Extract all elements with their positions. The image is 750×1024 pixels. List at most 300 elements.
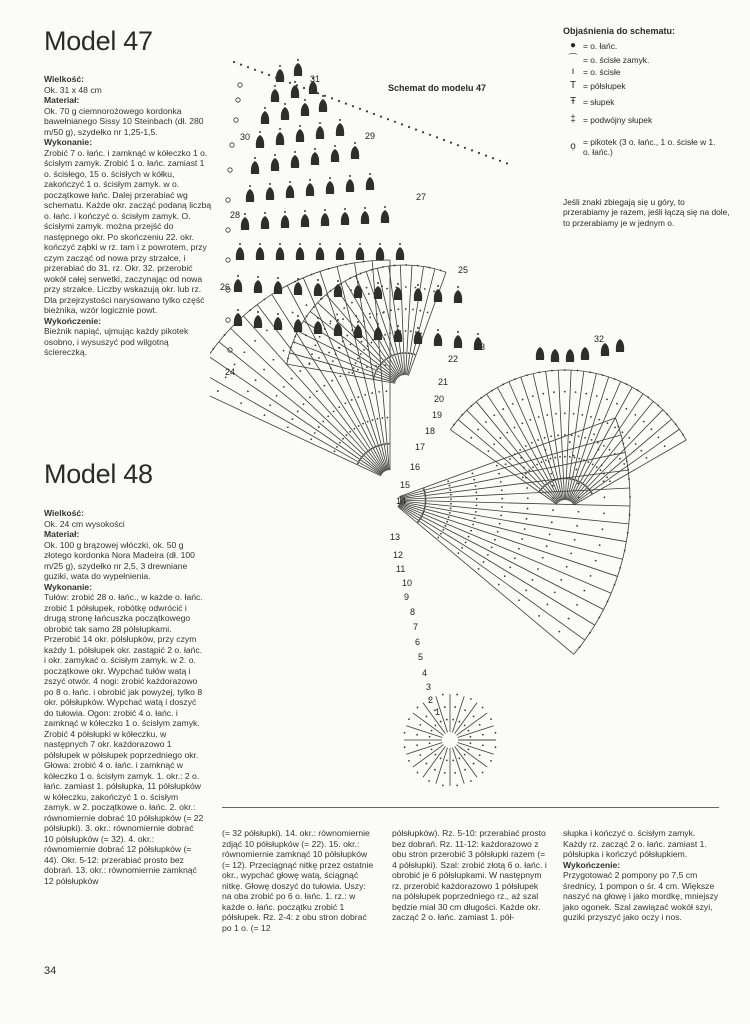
upper-left-fan-chain-dot [405,264,407,266]
right-fan-chain-dot [597,442,599,444]
upper-left-fan-chain-dot [396,286,398,288]
lower-fan-chain-dot [509,566,511,568]
bell-stitch [351,146,359,159]
upper-left-fan-chain-dot [357,358,359,360]
left-fan-chain-dot [385,443,387,445]
bell-stitch [236,247,244,260]
upper-left-fan-chain-dot [401,352,403,354]
picot [234,118,238,122]
right-fan-chain-dot [542,393,544,395]
lower-fan-chain-dot [475,485,477,487]
lower-fan-chain-dot [450,503,452,505]
bell-chain-dot [334,145,336,147]
upper-left-fan-chain-dot [294,336,296,338]
center-motif-chain-dot [482,772,484,774]
picot [238,83,242,87]
upper-left-fan-spoke [408,272,446,375]
center-motif-chain-dot [428,780,430,782]
left-fan-chain-dot [357,396,359,398]
lower-fan-chain-dot [483,561,485,563]
bell-chain-dot [477,333,479,335]
lower-fan-chain-dot [532,579,534,581]
bell-chain-dot [317,279,319,281]
lower-fan-chain-dot [465,541,467,543]
right-fan-chain-dot [539,490,541,492]
bell-stitch [356,247,364,260]
lower-fan-chain-dot [446,521,448,523]
right-fan-chain-dot [602,374,604,376]
bell-chain-dot [277,277,279,279]
bell-stitch [291,85,299,98]
left-fan-chain-dot [357,369,359,371]
right-fan-chain-dot [537,439,539,441]
lower-fan-chain-dot [618,426,620,428]
upper-left-fan-chain-dot [375,371,377,373]
upper-left-fan-chain-dot [386,288,388,290]
center-motif-chain-dot [464,709,466,711]
center-motif-chain-dot [434,769,436,771]
right-fan-spoke [546,371,564,500]
upper-left-fan-chain-dot [355,362,357,364]
lower-fan-chain-dot [524,528,526,530]
right-fan-chain-dot [543,486,545,488]
lower-fan-chain-dot [449,485,451,487]
left-fan-chain-dot [314,432,316,434]
upper-left-fan-chain-dot [410,330,412,332]
bell-stitch [254,315,262,328]
right-fan-spoke [568,377,609,501]
right-fan-chain-dot [606,476,608,478]
model-48-material-label: Materiał: [44,529,80,539]
bell-chain-dot [417,284,419,286]
bell-chain-dot [277,313,279,315]
left-fan-chain-dot [384,364,386,366]
right-fan-chain-dot [587,487,589,489]
right-fan-chain-dot [564,477,566,479]
model-47-material-label: Materiał: [44,95,80,105]
lower-fan-chain-dot [526,518,528,520]
upper-left-fan-chain-dot [374,374,376,376]
lower-fan-spoke [400,501,629,524]
lower-fan-chain-dot [576,604,578,606]
bell-stitch [271,158,279,171]
bell-chain-dot [304,210,306,212]
row-number-label: 7 [413,622,419,632]
upper-left-fan-chain-dot [376,313,378,315]
bell-stitch [254,280,262,293]
bell-stitch [361,211,369,224]
left-fan-chain-dot [234,364,236,366]
upper-left-fan-chain-dot [394,331,396,333]
bell-chain-dot [319,122,321,124]
center-motif-spoke [452,748,464,784]
left-fan-chain-dot [381,286,383,288]
outline-dot [303,87,305,89]
upper-left-fan-chain-dot [417,265,419,267]
outline-dot [345,103,347,105]
left-fan-chain-dot [388,443,390,445]
bell-chain-dot [339,119,341,121]
right-fan-chain-dot [564,412,566,414]
lower-fan-chain-dot [501,489,503,491]
left-fan-chain-dot [350,343,352,345]
upper-left-fan-chain-dot [389,332,391,334]
row-number-label: 15 [400,480,411,490]
upper-left-fan-edge [287,265,446,364]
upper-left-fan-spoke [335,287,399,376]
bell-chain-dot [339,243,341,245]
upper-left-fan-chain-dot [412,309,414,311]
upper-left-fan-chain-dot [408,352,410,354]
bell-chain-dot [349,175,351,177]
lower-fan-chain-dot [494,539,496,541]
upper-left-fan-chain-dot [342,341,344,343]
bell-chain-dot [294,81,296,83]
left-fan-chain-dot [293,342,295,344]
right-fan-chain-dot [583,459,585,461]
right-fan-chain-dot [598,419,600,421]
lower-fan-chain-dot [573,455,575,457]
right-fan-chain-dot [596,466,598,468]
left-fan-chain-dot [263,369,265,371]
right-fan-spoke [558,370,564,500]
bell-stitch [566,349,574,362]
left-fan-chain-dot [328,268,330,270]
legend-text: = podwójny słupek [583,114,653,125]
bell-stitch [241,217,249,230]
left-fan-chain-dot [379,444,381,446]
bell-stitch [331,149,339,162]
left-fan-chain-dot [336,446,338,448]
right-fan-chain-dot [570,478,572,480]
lower-fan-chain-dot [472,473,474,475]
center-motif-chain-dot [440,721,442,723]
center-motif-chain-dot [454,706,456,708]
left-fan-chain-dot [335,293,337,295]
bell-chain-dot [309,179,311,181]
left-fan-chain-dot [327,415,329,417]
lower-fan-chain-dot [614,584,616,586]
right-fan-chain-dot [616,403,618,405]
lower-fan-chain-dot [419,519,421,521]
upper-left-fan-chain-dot [336,313,338,315]
upper-left-fan-chain-dot [395,353,397,355]
lower-fan-chain-dot [579,646,581,648]
left-fan-chain-dot [371,448,373,450]
section-divider [222,807,719,808]
right-fan-chain-dot [506,432,508,434]
center-motif-chain-dot [417,772,419,774]
right-fan-chain-dot [609,480,611,482]
lower-fan-chain-dot [478,568,480,570]
bell-stitch [336,247,344,260]
left-fan-chain-dot [299,370,301,372]
left-fan-chain-dot [291,378,293,380]
picot [226,318,230,322]
lower-fan-chain-dot [603,480,605,482]
lower-fan-chain-dot [577,483,579,485]
left-fan-chain-dot [334,450,336,452]
row-number-label: 26 [220,282,231,292]
bell-chain-dot [284,211,286,213]
lower-fan-chain-dot [546,604,548,606]
center-motif-chain-dot [473,763,475,765]
lower-fan-chain-dot [593,433,595,435]
left-fan-chain-dot [362,423,364,425]
lower-fan-chain-dot [629,496,631,498]
right-fan-chain-dot [525,445,527,447]
right-fan-chain-dot [584,437,586,439]
center-motif-chain-dot [456,785,458,787]
left-fan-chain-dot [329,323,331,325]
right-fan-chain-dot [505,463,507,465]
right-fan-chain-dot [555,479,557,481]
bell-chain-dot [322,95,324,97]
bell-chain-dot [364,207,366,209]
lower-fan-chain-dot [476,504,478,506]
right-fan-chain-dot [647,397,649,399]
bell-stitch [341,212,349,225]
lower-fan-chain-dot [554,591,556,593]
row-number-label: 14 [396,496,407,506]
left-fan-chain-dot [294,281,296,283]
right-fan-chain-dot [485,421,487,423]
center-motif-chain-dot [470,780,472,782]
left-fan-chain-dot [264,414,266,416]
bell-stitch [616,339,624,352]
right-fan-chain-dot [545,484,547,486]
lower-fan-chain-dot [468,536,470,538]
center-motif-chain-dot [442,694,444,696]
lower-fan-chain-dot [475,511,477,513]
lower-fan-chain-dot [583,590,585,592]
left-fan-chain-dot [387,417,389,419]
lower-fan-spoke [400,502,627,542]
model-48-col4 [563,828,721,923]
right-fan-chain-dot [514,427,516,429]
center-motif-chain-dot [416,744,418,746]
lower-fan-chain-dot [549,533,551,535]
upper-left-fan-chain-dot [324,328,326,330]
lower-fan-chain-dot [570,553,572,555]
bell-stitch [281,107,289,120]
bell-stitch [276,247,284,260]
right-fan-chain-dot [532,395,534,397]
left-fan-chain-dot [283,350,285,352]
right-fan-chain-dot [575,479,577,481]
legend-symbol: ‡ [570,113,576,125]
left-fan-chain-dot [346,434,348,436]
left-fan-chain-dot [367,421,369,423]
lower-fan-spoke [400,500,630,506]
left-fan-chain-dot [247,390,249,392]
model-47-material: Ok. 70 g ciemnorożowego kordonka bawełnianego Sissy 10 Steinbach (dł. 280 m/50 g), szydełko nr 1,25-1,5. [44,105,204,137]
right-fan-chain-dot [635,443,637,445]
upper-left-fan-chain-dot [300,325,302,327]
right-fan-chain-dot [651,428,653,430]
right-fan-chain-dot [569,456,571,458]
outline-dot [247,66,249,68]
row-number-label: 30 [240,132,251,142]
lower-fan-chain-dot [602,528,604,530]
right-fan-chain-dot [581,482,583,484]
bell-chain-dot [437,329,439,331]
bell-stitch [396,247,404,260]
center-motif-chain-dot [426,763,428,765]
model-48-col3: półsłupków). Rz. 5-10: przerabiać prosto bez dobrań. Rz. 11-12: każdorazowo z obu stron przerobić 3 półsłupki razem (= 4 półsłupki). Szal: zrobić złotą 6 o. łańc. i obrobić je 6 półsłupkami. W następnym rz. przerobić każdorazowo 1 półsłupek na półsłupek poprzedniego rz., aż szal będzie miał 30 cm długości. Każde okr. zacząć 2 o. łańc. zamiast 1. pół- [392,828,547,922]
right-fan-chain-dot [480,397,482,399]
right-fan-chain-dot [658,437,660,439]
right-fan-chain-dot [536,464,538,466]
outline-dot [429,134,431,136]
model-48-title: Model 48 [44,459,153,489]
upper-left-fan-chain-dot [433,290,435,292]
bell-chain-dot [379,243,381,245]
center-motif-chain-dot [482,707,484,709]
bell-stitch [326,181,334,194]
outline-dot [457,144,459,146]
left-fan-chain-dot [344,402,346,404]
bell-stitch [374,327,382,340]
lower-fan-chain-dot [568,618,570,620]
lower-fan-chain-dot [475,492,477,494]
left-fan-chain-dot [382,444,384,446]
right-fan-chain-dot [609,449,611,451]
right-fan-chain-dot [514,378,516,380]
right-fan-chain-dot [545,459,547,461]
right-fan-chain-dot [546,414,548,416]
row-number-label: 13 [390,532,401,542]
center-motif-chain-dot [446,719,448,721]
right-fan-chain-dot [564,391,566,393]
center-motif-chain-dot [482,734,484,736]
lower-fan-chain-dot [447,480,449,482]
center-motif-chain-dot [434,754,436,756]
left-fan-chain-dot [375,365,377,367]
right-fan-chain-dot [682,434,684,436]
row-number-label: 16 [410,462,421,472]
left-fan-chain-dot [349,431,351,433]
right-fan-chain-dot [657,405,659,407]
lower-fan-chain-dot [448,516,450,518]
row-number-label: 29 [365,131,376,141]
lower-fan-chain-dot [476,498,478,500]
right-fan-chain-dot [603,473,605,475]
center-motif-chain-dot [429,736,431,738]
right-fan-spoke [487,394,560,502]
outline-dot [366,110,368,112]
right-fan-spoke [573,429,679,504]
outline-dot [499,160,501,162]
upper-left-fan-chain-dot [405,330,407,332]
outline-dot [443,139,445,141]
outline-dot [464,147,466,149]
right-fan-spoke [476,402,558,503]
bell-stitch [234,279,242,292]
upper-left-fan-chain-dot [330,290,332,292]
model-48-col2: (= 32 półsłupki). 14. okr.: równomiernie zdjąć 10 półsłupków (= 22). 15. okr.: równomiernie zamknąć 10 półsłupków (= 12). Przeciągnąć nitkę przez ostatnie okr., wypchać głowę watą, ściągnąć nitkę. Głowę doszyć do tułowia. Uszy: na oba zrobić po 6 o. łańc. 1. rz.: w każde o. łańc. początku zrobić 1 półsłupek. Rz. 2-4: z obu stron dobrać po 1 o. (= 12 [222,828,374,933]
bell-chain-dot [297,315,299,317]
center-motif-spoke [436,748,448,784]
lower-fan-chain-dot [560,579,562,581]
left-fan-chain-dot [318,357,320,359]
lower-fan-chain-dot [504,575,506,577]
legend-text: = o. ścisłe zamyk. [583,54,650,65]
bell-stitch [354,325,362,338]
right-fan-chain-dot [578,481,580,483]
right-fan-chain-dot [591,439,593,441]
row-number-label: 10 [402,578,413,588]
lower-fan-chain-dot [550,473,552,475]
bell-chain-dot [384,206,386,208]
left-fan-chain-dot [269,404,271,406]
right-fan-chain-dot [587,461,589,463]
right-fan-chain-dot [640,450,642,452]
outline-dot [415,129,417,131]
lower-fan-chain-dot [527,497,529,499]
legend-symbol: T [569,79,577,91]
picot [226,258,230,262]
bell-chain-dot [279,128,281,130]
center-motif-chain-dot [495,746,497,748]
legend-symbol: ● [569,39,577,51]
legend-text: = słupek [583,96,615,107]
left-fan-chain-dot [366,451,368,453]
lower-fan-chain-dot [595,560,597,562]
center-motif-spoke [458,742,494,754]
right-fan-chain-dot [522,477,524,479]
lower-fan-chain-dot [424,491,426,493]
row-number-label: 12 [393,550,404,560]
left-fan-spoke [210,371,381,475]
picot [230,143,234,147]
bell-stitch [306,183,314,196]
upper-left-fan-chain-dot [383,311,385,313]
lower-fan-chain-dot [590,575,592,577]
lower-fan-chain-dot [598,616,600,618]
right-fan-chain-dot [502,408,504,410]
upper-left-fan-chain-dot [353,367,355,369]
left-fan-chain-dot [377,418,379,420]
right-fan-chain-dot [591,492,593,494]
center-motif-chain-dot [426,716,428,718]
left-fan-chain-dot [333,411,335,413]
center-motif-spoke [452,696,464,732]
left-fan-chain-dot [362,261,364,263]
outline-dot [380,116,382,118]
lower-fan-chain-dot [526,487,528,489]
bell-chain-dot [299,125,301,127]
lower-fan-chain-dot [487,554,489,556]
center-motif-chain-dot [419,754,421,756]
bell-chain-dot [274,85,276,87]
bell-stitch [454,335,462,348]
bell-chain-dot [284,103,286,105]
right-fan-chain-dot [614,453,616,455]
right-fan-chain-dot [514,453,516,455]
left-fan-chain-dot [364,453,366,455]
bell-stitch [301,214,309,227]
upper-left-fan-chain-dot [363,320,365,322]
lower-fan-chain-dot [566,566,568,568]
bell-chain-dot [274,154,276,156]
bell-chain-dot [244,213,246,215]
row-number-label: 27 [416,192,427,202]
right-fan-chain-dot [564,456,566,458]
lower-fan-chain-dot [578,511,580,513]
center-motif-chain-dot [408,718,410,720]
upper-left-fan-chain-dot [330,320,332,322]
